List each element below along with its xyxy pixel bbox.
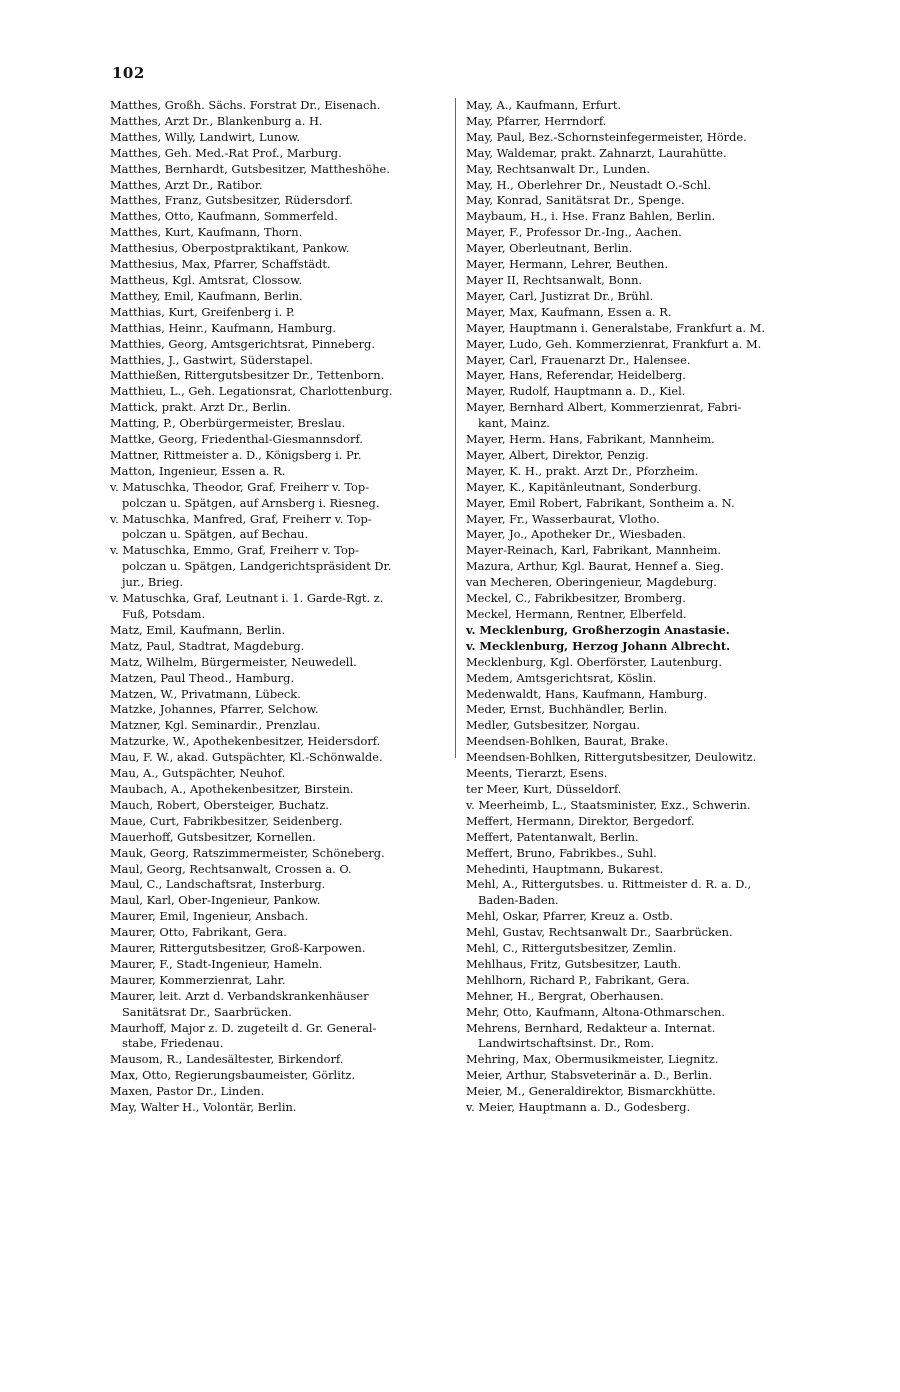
entry: Matthes, Bernhardt, Gutsbesitzer, Mattheshöhe. (110, 161, 390, 176)
entry: Matzurke, W., Apothekenbesitzer, Heidersdorf. (110, 734, 381, 749)
entry-continuation: Landwirtschaftsinst. Dr., Rom. (478, 1036, 655, 1051)
entry: Matthias, Heinr., Kaufmann, Hamburg. (110, 320, 337, 335)
entry: Mayer, Max, Kaufmann, Essen a. R. (466, 304, 672, 319)
entry: Matz, Wilhelm, Bürgermeister, Neuwedell. (110, 654, 357, 669)
entry: Matzke, Johannes, Pfarrer, Selchow. (110, 702, 319, 717)
entry: Maurer, F., Stadt-Ingenieur, Hameln. (110, 956, 323, 971)
entry: Maul, Karl, Ober-Ingenieur, Pankow. (110, 893, 321, 908)
entry: Mehring, Max, Obermusikmeister, Liegnitz. (466, 1052, 719, 1067)
entry: Mehl, Gustav, Rechtsanwalt Dr., Saarbrücken. (466, 925, 733, 940)
entry-continuation: jur., Brieg. (122, 575, 184, 590)
entry-bold: v. Mecklenburg, Herzog Johann Albrecht. (466, 638, 731, 653)
entry: Mayer, F., Professor Dr.-Ing., Aachen. (466, 225, 682, 240)
entry: May, Pfarrer, Herrndorf. (466, 113, 607, 128)
entry: Medler, Gutsbesitzer, Norgau. (466, 718, 640, 733)
entry: Mayer, Ludo, Geh. Kommerzienrat, Frankfurt a. M. (466, 336, 762, 351)
entry: Maurhoff, Major z. D. zugeteilt d. Gr. General- (110, 1020, 377, 1035)
entry: Maxen, Pastor Dr., Linden. (110, 1084, 265, 1099)
entry: May, A., Kaufmann, Erfurt. (466, 98, 622, 112)
entry: Mayer, Hans, Referendar, Heidelberg. (466, 368, 686, 383)
entry: Matthes, Kurt, Kaufmann, Thorn. (110, 225, 303, 240)
entry: Matz, Paul, Stadtrat, Magdeburg. (110, 638, 305, 653)
entry: May, Paul, Bez.-Schornsteinfegermeister, Hörde. (466, 129, 747, 144)
entry: Mehl, Oskar, Pfarrer, Kreuz a. Ostb. (466, 909, 674, 924)
entry: Matthes, Großh. Sächs. Forstrat Dr., Eisenach. (110, 98, 381, 112)
page-number: 102 (112, 64, 145, 82)
entry: v. Matuschka, Manfred, Graf, Freiherr v. Top- (110, 511, 372, 526)
entry: Mecklenburg, Kgl. Oberförster, Lautenburg. (466, 654, 722, 669)
entry-continuation: Fuß, Potsdam. (122, 607, 206, 621)
entry: Mayer, Hauptmann i. Generalstabe, Frankfurt a. M. (466, 320, 765, 335)
entry: Matthias, Kurt, Greifenberg i. P. (110, 304, 295, 319)
entry: May, Konrad, Sanitätsrat Dr., Spenge. (466, 193, 685, 208)
entry: Mehl, A., Rittergutsbes. u. Rittmeister d. R. a. D., (466, 877, 752, 892)
entry: Matzner, Kgl. Seminardir., Prenzlau. (110, 718, 321, 733)
entry: Matthey, Emil, Kaufmann, Berlin. (110, 288, 303, 303)
entry: v. Matuschka, Graf, Leutnant i. 1. Garde-Rgt. z. (110, 591, 384, 606)
entry: Matthießen, Rittergutsbesitzer Dr., Tettenborn. (110, 368, 385, 383)
entry: Mehner, H., Bergrat, Oberhausen. (466, 988, 664, 1003)
entry: Meckel, Hermann, Rentner, Elberfeld. (466, 607, 687, 621)
entry: Maue, Curt, Fabrikbesitzer, Seidenberg. (110, 813, 343, 828)
entry: v. Meerheimb, L., Staatsminister, Exz., Schwerin. (466, 797, 751, 812)
entry: Maurer, Otto, Fabrikant, Gera. (110, 925, 287, 940)
entry: Matthesius, Oberpostpraktikant, Pankow. (110, 241, 350, 256)
entry: Maurer, Kommerzienrat, Lahr. (110, 972, 286, 987)
entry: Medenwaldt, Hans, Kaufmann, Hamburg. (466, 686, 708, 701)
entry: v. Matuschka, Emmo, Graf, Freiherr v. Top- (110, 543, 359, 558)
entry: Mattick, prakt. Arzt Dr., Berlin. (110, 400, 291, 415)
entry: Mehrens, Bernhard, Redakteur a. Internat. (466, 1020, 716, 1035)
entry: Mayer, Emil Robert, Fabrikant, Sontheim a. N. (466, 495, 735, 510)
entry: Mayer-Reinach, Karl, Fabrikant, Mannheim. (466, 543, 722, 558)
entry: Meents, Tierarzt, Esens. (466, 766, 608, 781)
entry: v. Meier, Hauptmann a. D., Godesberg. (466, 1100, 691, 1115)
entry-continuation: kant, Mainz. (478, 416, 550, 431)
entry: Matting, P., Oberbürgermeister, Breslau. (110, 416, 346, 431)
entry: Maurer, Rittergutsbesitzer, Groß-Karpowen. (110, 941, 366, 956)
entry: Meendsen-Bohlken, Baurat, Brake. (466, 734, 669, 749)
entry: Mayer, Carl, Frauenarzt Dr., Halensee. (466, 352, 691, 367)
entry-continuation: polczan u. Spätgen, auf Arnsberg i. Riesneg. (122, 495, 380, 510)
entry: Mehedinti, Hauptmann, Bukarest. (466, 861, 664, 876)
entry: Mattke, Georg, Friedenthal-Giesmannsdorf. (110, 432, 363, 447)
entry: Matthes, Geh. Med.-Rat Prof., Marburg. (110, 145, 342, 160)
entry: Mazura, Arthur, Kgl. Baurat, Hennef a. Sieg. (466, 559, 724, 574)
entry: Maurer, Emil, Ingenieur, Ansbach. (110, 909, 309, 924)
entry: Mau, A., Gutspächter, Neuhof. (110, 766, 286, 781)
entry: Maul, C., Landschaftsrat, Insterburg. (110, 877, 326, 892)
entry: Meffert, Hermann, Direktor, Bergedorf. (466, 813, 695, 828)
entry: Matzen, W., Privatmann, Lübeck. (110, 686, 301, 701)
entry: Matzen, Paul Theod., Hamburg. (110, 670, 295, 685)
entry: Mauk, Georg, Ratszimmermeister, Schöneberg. (110, 845, 385, 860)
entry: Matton, Ingenieur, Essen a. R. (110, 463, 286, 478)
entry: Mayer, Bernhard Albert, Kommerzienrat, Fabri- (466, 400, 742, 415)
entry: Mayer, Fr., Wasserbaurat, Vlotho. (466, 511, 660, 526)
entry: Mattheus, Kgl. Amtsrat, Clossow. (110, 272, 303, 287)
entry: Mehlhaus, Fritz, Gutsbesitzer, Lauth. (466, 956, 682, 971)
entry: Meder, Ernst, Buchhändler, Berlin. (466, 702, 668, 717)
entry: May, Waldemar, prakt. Zahnarzt, Laurahütte. (466, 145, 727, 160)
right-column (466, 98, 806, 1116)
entry: Meffert, Bruno, Fabrikbes., Suhl. (466, 845, 657, 860)
entry: Maurer, leit. Arzt d. Verbandskrankenhäuser (110, 988, 369, 1003)
entry: Maul, Georg, Rechtsanwalt, Crossen a. O. (110, 861, 352, 876)
entry: ter Meer, Kurt, Düsseldorf. (466, 781, 622, 796)
entry: May, Walter H., Volontär, Berlin. (110, 1100, 297, 1115)
entry-bold: v. Mecklenburg, Großherzogin Anastasie. (466, 622, 730, 637)
entry: Mayer, Hermann, Lehrer, Beuthen. (466, 257, 669, 272)
entry: Mayer, Herm. Hans, Fabrikant, Mannheim. (466, 432, 715, 447)
entry: Matz, Emil, Kaufmann, Berlin. (110, 622, 286, 637)
entry: Mayer, Carl, Justizrat Dr., Brühl. (466, 288, 654, 303)
entry: Matthies, Georg, Amtsgerichtsrat, Pinneberg. (110, 336, 375, 351)
entry: Meendsen-Bohlken, Rittergutsbesitzer, Deulowitz. (466, 750, 757, 765)
entry-continuation: stabe, Friedenau. (122, 1036, 224, 1051)
column-divider (455, 98, 456, 758)
entry: Matthes, Franz, Gutsbesitzer, Rüdersdorf. (110, 193, 353, 208)
entry: Mayer II, Rechtsanwalt, Bonn. (466, 272, 643, 287)
entry: Meier, M., Generaldirektor, Bismarckhütte. (466, 1084, 716, 1099)
entry: Mehr, Otto, Kaufmann, Altona-Othmarschen. (466, 1004, 725, 1019)
entry: Matthes, Willy, Landwirt, Lunow. (110, 129, 301, 144)
entry: Meckel, C., Fabrikbesitzer, Bromberg. (466, 591, 686, 606)
entry-continuation: Sanitätsrat Dr., Saarbrücken. (122, 1004, 292, 1019)
entry: Matthieu, L., Geh. Legationsrat, Charlottenburg. (110, 384, 393, 399)
entry-continuation: Baden-Baden. (478, 893, 559, 908)
entry: Max, Otto, Regierungsbaumeister, Görlitz. (110, 1068, 356, 1083)
entry: Medem, Amtsgerichtsrat, Köslin. (466, 670, 657, 685)
entry: Mayer, Jo., Apotheker Dr., Wiesbaden. (466, 527, 686, 542)
entry: Matthes, Arzt Dr., Ratibor. (110, 177, 263, 192)
entry: Mauerhoff, Gutsbesitzer, Kornellen. (110, 829, 316, 844)
entry: Matthes, Otto, Kaufmann, Sommerfeld. (110, 209, 338, 224)
entry: Matthesius, Max, Pfarrer, Schaffstädt. (110, 257, 331, 272)
entry: Maybaum, H., i. Hse. Franz Bahlen, Berlin. (466, 209, 716, 224)
entry-continuation: polczan u. Spätgen, auf Bechau. (122, 527, 309, 542)
entry: Mayer, K., Kapitänleutnant, Sonderburg. (466, 479, 702, 494)
entry: Mattner, Rittmeister a. D., Königsberg i. Pr. (110, 447, 362, 462)
left-column (110, 98, 450, 1116)
entry: Meier, Arthur, Stabsveterinär a. D., Berlin. (466, 1068, 713, 1083)
entry: May, Rechtsanwalt Dr., Lunden. (466, 161, 650, 176)
entry: v. Matuschka, Theodor, Graf, Freiherr v. Top- (110, 479, 370, 494)
entry: van Mecheren, Oberingenieur, Magdeburg. (466, 575, 717, 590)
entry: Mausom, R., Landesältester, Birkendorf. (110, 1052, 344, 1067)
entry: May, H., Oberlehrer Dr., Neustadt O.-Schl. (466, 177, 712, 192)
entry: Mayer, Oberleutnant, Berlin. (466, 241, 633, 256)
entry: Mehl, C., Rittergutsbesitzer, Zemlin. (466, 941, 677, 956)
entry: Maubach, A., Apothekenbesitzer, Birstein. (110, 781, 354, 796)
entry: Matthes, Arzt Dr., Blankenburg a. H. (110, 113, 323, 128)
entry: Mayer, K. H., prakt. Arzt Dr., Pforzheim. (466, 463, 699, 478)
entry: Meffert, Patentanwalt, Berlin. (466, 829, 639, 844)
entry: Mehlhorn, Richard P., Fabrikant, Gera. (466, 972, 690, 987)
entry: Mayer, Albert, Direktor, Penzig. (466, 447, 649, 462)
entry: Matthies, J., Gastwirt, Süderstapel. (110, 352, 314, 367)
entry: Mauch, Robert, Obersteiger, Buchatz. (110, 797, 329, 812)
entry-continuation: polczan u. Spätgen, Landgerichtspräsident Dr. (122, 559, 392, 574)
entry: Mayer, Rudolf, Hauptmann a. D., Kiel. (466, 384, 686, 399)
entry: Mau, F. W., akad. Gutspächter, Kl.-Schönwalde. (110, 750, 383, 765)
